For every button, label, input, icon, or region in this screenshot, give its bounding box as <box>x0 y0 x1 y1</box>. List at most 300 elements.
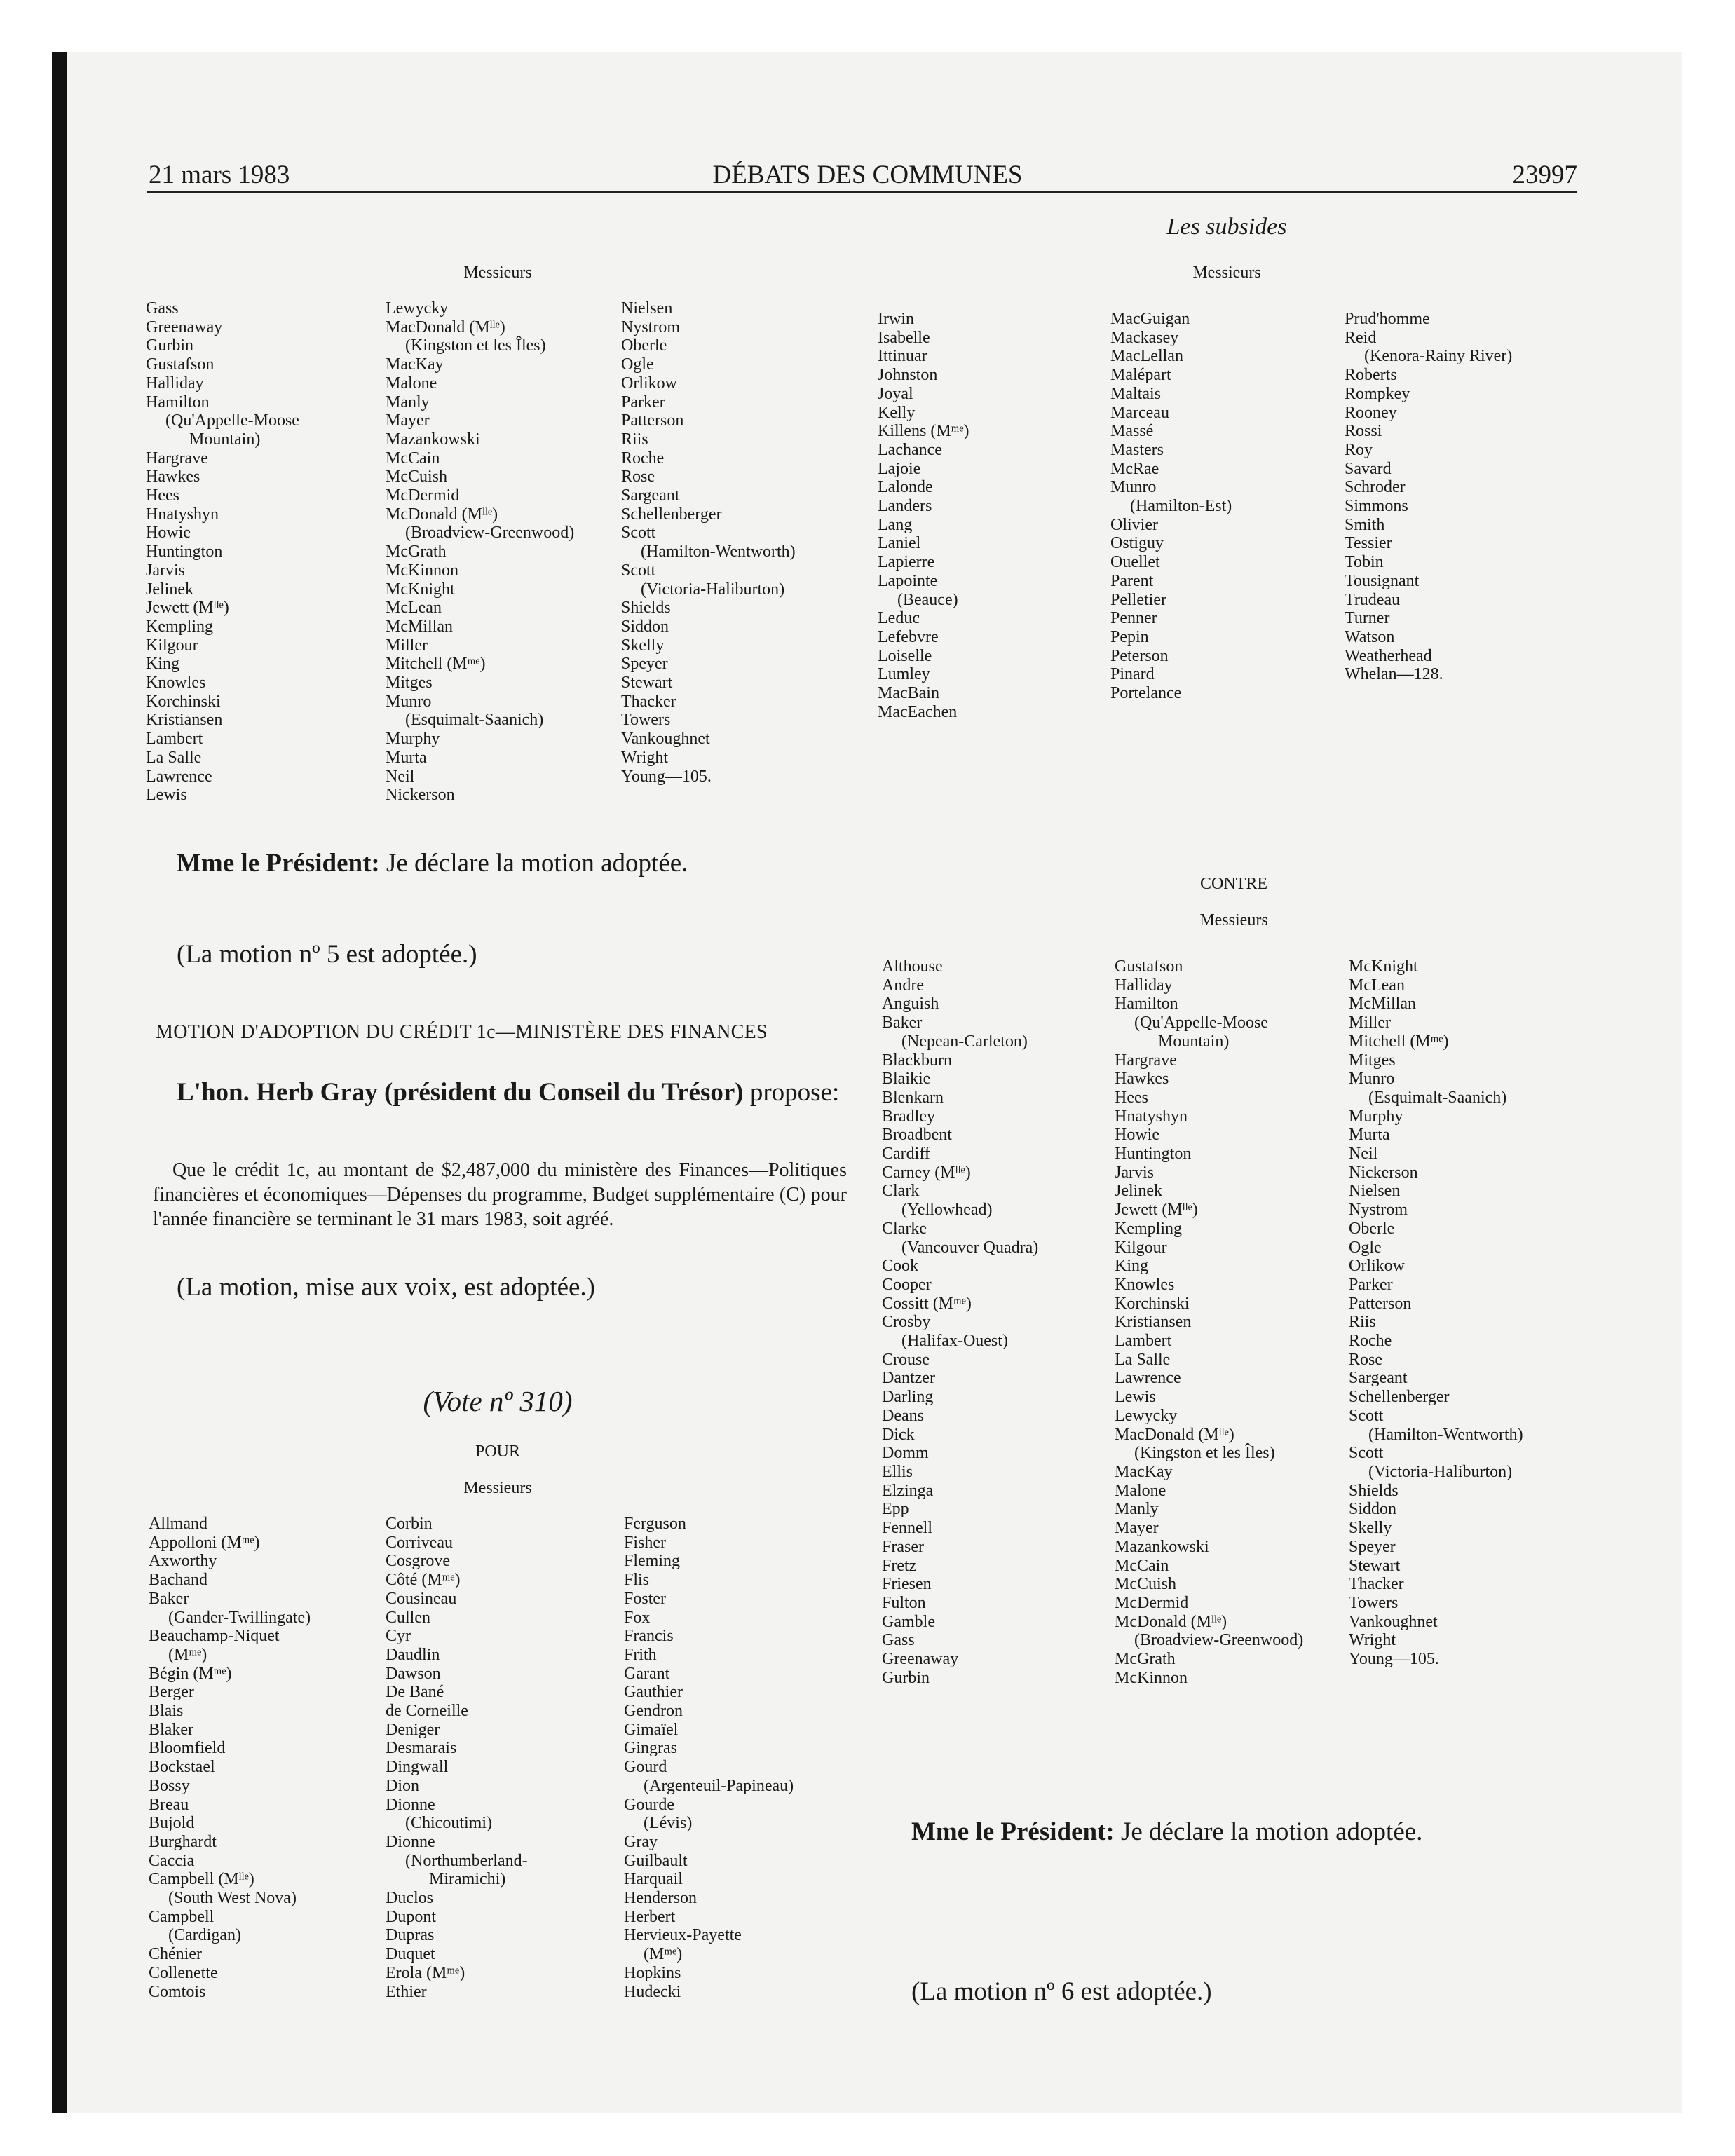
member-name: Jelinek <box>1115 1182 1162 1201</box>
member-name: Simmons <box>1345 497 1408 516</box>
member-name: Greenaway <box>146 318 223 336</box>
member-name: Irwin <box>878 310 914 328</box>
member-name: Vankoughnet <box>1349 1612 1438 1631</box>
member-name: Henderson <box>624 1889 697 1908</box>
member-name: Korchinski <box>146 692 221 711</box>
member-name: Campbell <box>149 1907 215 1926</box>
member-name: Vankoughnet <box>621 730 710 749</box>
member-name: Bloomfield <box>149 1739 226 1758</box>
member-name: MacKay <box>1115 1462 1173 1481</box>
member-name: Halliday <box>146 374 204 393</box>
member-name: Ostiguy <box>1110 534 1164 553</box>
member-name: Cullen <box>386 1608 430 1627</box>
member-name: Young—105. <box>621 767 712 786</box>
member-name: Guilbault <box>624 1851 688 1870</box>
member-name: Fretz <box>882 1556 917 1575</box>
member-name: Orlikow <box>1349 1257 1405 1276</box>
member-name: Hervieux-Payette <box>624 1926 742 1945</box>
member-name: Miller <box>386 636 428 655</box>
member-name: Nielsen <box>1349 1182 1401 1201</box>
motion-6-result: (La motion nº 6 est adoptée.) <box>911 1977 1212 2006</box>
member-name: Isabelle <box>878 328 930 347</box>
member-name: Andre <box>882 976 924 995</box>
member-name: Lumley <box>878 665 930 684</box>
member-name: MacEachen <box>878 702 958 721</box>
member-name: Hees <box>1115 1088 1148 1107</box>
proposer-line <box>177 1077 839 1107</box>
member-name: Dion <box>386 1776 419 1795</box>
speech-president-1 <box>177 848 688 878</box>
member-name: Scott <box>1349 1444 1384 1463</box>
member-name: Lambert <box>146 730 203 749</box>
riding-note: (Mᵐᵉ) <box>644 1945 683 1964</box>
member-name: Masters <box>1110 440 1164 459</box>
member-name: Gourde <box>624 1795 674 1814</box>
header-page-number: 23997 <box>1512 161 1577 189</box>
member-name: Murphy <box>386 730 440 749</box>
member-name: Nielsen <box>621 299 673 318</box>
column-top-left-3 <box>621 299 796 786</box>
member-name: Skelly <box>1349 1519 1392 1538</box>
member-name: Epp <box>882 1500 909 1519</box>
member-name: Collenette <box>149 1963 218 1982</box>
member-name: Tessier <box>1345 534 1392 553</box>
member-name: Deans <box>882 1406 924 1425</box>
riding-note: (Hamilton-Wentworth) <box>1368 1425 1523 1444</box>
speech-president-2 <box>911 1817 1422 1847</box>
speaker-name: Mme le Président: <box>911 1817 1115 1846</box>
column-pour-1 <box>149 1515 311 2001</box>
member-name: Ittinuar <box>878 347 927 366</box>
column-top-right-2 <box>1110 310 1232 703</box>
member-name: Shields <box>621 599 671 618</box>
header-rule <box>147 191 1577 193</box>
member-name: Fisher <box>624 1533 666 1552</box>
member-name: Young—105. <box>1349 1650 1439 1669</box>
member-name: McCain <box>386 449 440 468</box>
member-name: Jelinek <box>146 580 193 599</box>
riding-note: (Yellowhead) <box>901 1201 993 1220</box>
member-name: Parker <box>621 393 665 411</box>
member-name: Mayer <box>386 411 430 430</box>
member-name: Scott <box>621 524 656 543</box>
member-name: Roy <box>1345 440 1373 459</box>
member-name: Lapierre <box>878 553 935 572</box>
member-name: Hopkins <box>624 1963 681 1982</box>
member-name: Scott <box>1349 1406 1384 1425</box>
member-name: Bossy <box>149 1776 190 1795</box>
member-name: Scott <box>621 561 656 580</box>
member-name: Hudecki <box>624 1982 681 2001</box>
member-name: Garant <box>624 1664 670 1683</box>
member-name: Lewycky <box>386 299 449 318</box>
member-name: Massé <box>1110 422 1154 441</box>
member-name: Thacker <box>1349 1575 1404 1594</box>
riding-note: (Nepean-Carleton) <box>901 1032 1028 1051</box>
member-name: Peterson <box>1110 646 1169 665</box>
member-name: King <box>1115 1257 1148 1276</box>
member-name: Lambert <box>1115 1332 1172 1351</box>
member-name: Beauchamp-Niquet <box>149 1627 280 1646</box>
member-name: McDonald (Mˡˡᵉ) <box>1115 1612 1227 1631</box>
member-name: Neil <box>1349 1145 1378 1164</box>
member-name: Lang <box>878 515 913 534</box>
column-top-right-1 <box>878 310 969 721</box>
member-name: Duquet <box>386 1945 435 1964</box>
member-name: Hamilton <box>1115 995 1178 1014</box>
member-name: Gass <box>146 299 179 318</box>
member-name: Schroder <box>1345 478 1406 497</box>
riding-note: (Kingston et les Îles) <box>405 336 546 355</box>
motion-5-result: (La motion nº 5 est adoptée.) <box>177 940 477 969</box>
member-name: McKinnon <box>1115 1668 1188 1687</box>
member-name: Dantzer <box>882 1369 935 1388</box>
member-name: Baker <box>149 1589 189 1608</box>
member-name: Gurbin <box>882 1668 930 1687</box>
member-name: Miller <box>1349 1014 1391 1032</box>
member-name: Stewart <box>621 674 673 692</box>
member-name: McDermid <box>386 486 460 505</box>
header-title: DÉBATS DES COMMUNES <box>712 161 1023 189</box>
member-name: Friesen <box>882 1575 932 1594</box>
member-name: Huntington <box>1115 1145 1192 1164</box>
member-name: Cousineau <box>386 1589 457 1608</box>
pour-label: POUR <box>475 1442 521 1461</box>
member-name: Siddon <box>621 617 669 636</box>
member-name: Joyal <box>878 384 913 403</box>
column-pour-2 <box>386 1515 528 2001</box>
member-name: Olivier <box>1110 515 1158 534</box>
member-name: Crosby <box>882 1313 931 1332</box>
member-name: MacBain <box>878 684 939 703</box>
member-name: Rose <box>621 468 655 486</box>
member-name: Elzinga <box>882 1481 934 1500</box>
member-name: Burghardt <box>149 1832 217 1851</box>
member-name: McDonald (Mˡˡᵉ) <box>386 505 498 524</box>
member-name: Marceau <box>1110 403 1169 422</box>
member-name: Corbin <box>386 1515 433 1533</box>
member-name: Mitchell (Mᵐᵉ) <box>386 655 486 674</box>
vote-title: (Vote nº 310) <box>423 1385 573 1417</box>
messieurs-label: Messieurs <box>1192 264 1261 282</box>
member-name: McKnight <box>1349 957 1418 976</box>
member-name: Stewart <box>1349 1556 1401 1575</box>
member-name: Roche <box>621 449 665 468</box>
member-name: Turner <box>1345 609 1390 628</box>
member-name: Francis <box>624 1627 674 1646</box>
member-name: Killens (Mᵐᵉ) <box>878 422 969 441</box>
member-name: Hargrave <box>1115 1051 1177 1070</box>
column-contre-3 <box>1349 957 1523 1669</box>
member-name: de Corneille <box>386 1702 468 1721</box>
member-name: Duclos <box>386 1889 433 1908</box>
proposer-name: L'hon. Herb Gray (président du Conseil du Trésor) <box>177 1078 744 1107</box>
member-name: Deniger <box>386 1720 440 1739</box>
member-name: Wright <box>1349 1631 1396 1650</box>
member-name: Clark <box>882 1182 920 1201</box>
riding-note: Miramichi) <box>429 1870 506 1889</box>
member-name: Lachance <box>878 440 942 459</box>
proposer-verb: propose: <box>743 1078 840 1107</box>
member-name: Savard <box>1345 459 1392 478</box>
member-name: Ogle <box>1349 1238 1382 1257</box>
member-name: McDermid <box>1115 1593 1189 1612</box>
riding-note: (Vancouver Quadra) <box>901 1238 1039 1257</box>
member-name: Chénier <box>149 1945 202 1964</box>
member-name: Prud'homme <box>1345 310 1430 328</box>
riding-note: (Victoria-Haliburton) <box>641 580 785 599</box>
member-name: Gustafson <box>1115 957 1183 976</box>
member-name: Cyr <box>386 1627 411 1646</box>
member-name: Lalonde <box>878 478 933 497</box>
member-name: Oberle <box>621 336 667 355</box>
member-name: Kempling <box>1115 1219 1182 1238</box>
member-name: Lewis <box>146 786 187 805</box>
riding-note: (Chicoutimi) <box>405 1814 492 1833</box>
member-name: Blackburn <box>882 1051 952 1070</box>
member-name: Cook <box>882 1257 919 1276</box>
member-name: Sargeant <box>621 486 680 505</box>
riding-note: (Mᵐᵉ) <box>168 1645 207 1664</box>
member-name: Mitges <box>386 674 433 692</box>
member-name: McCuish <box>1115 1575 1177 1594</box>
member-name: Allmand <box>149 1515 207 1533</box>
member-name: Axworthy <box>149 1552 217 1571</box>
member-name: Appolloni (Mᵐᵉ) <box>149 1533 260 1552</box>
member-name: Jewett (Mˡˡᵉ) <box>146 599 229 618</box>
member-name: De Bané <box>386 1683 444 1702</box>
member-name: Loiselle <box>878 646 932 665</box>
member-name: McLean <box>386 599 442 618</box>
member-name: Halliday <box>1115 976 1173 995</box>
riding-note: (Victoria-Haliburton) <box>1368 1462 1513 1481</box>
member-name: Neil <box>386 767 415 786</box>
member-name: Ogle <box>621 355 654 374</box>
member-name: Harquail <box>624 1870 683 1889</box>
member-name: Patterson <box>621 411 684 430</box>
member-name: McMillan <box>386 617 453 636</box>
member-name: MacGuigan <box>1110 310 1190 328</box>
member-name: Dupras <box>386 1926 435 1945</box>
member-name: Malone <box>1115 1481 1166 1500</box>
member-name: Munro <box>386 692 432 711</box>
riding-note: (Cardigan) <box>168 1926 241 1945</box>
member-name: Lawrence <box>1115 1369 1181 1388</box>
member-name: Gourd <box>624 1758 667 1777</box>
member-name: Dingwall <box>386 1758 449 1777</box>
member-name: McRae <box>1110 459 1159 478</box>
member-name: Munro <box>1110 478 1157 497</box>
member-name: McCuish <box>386 468 448 486</box>
member-name: Mackasey <box>1110 328 1179 347</box>
riding-note: (Northumberland- <box>405 1851 528 1870</box>
member-name: Bachand <box>149 1571 207 1590</box>
member-name: Speyer <box>621 655 668 674</box>
member-name: Herbert <box>624 1907 676 1926</box>
speech-text: Je déclare la motion adoptée. <box>379 849 688 878</box>
column-top-left-2 <box>386 299 574 805</box>
member-name: Lawrence <box>146 767 212 786</box>
riding-note: (South West Nova) <box>168 1889 297 1908</box>
member-name: MacDonald (Mˡˡᵉ) <box>386 318 505 336</box>
member-name: Hamilton <box>146 393 210 411</box>
member-name: Blais <box>149 1702 184 1721</box>
member-name: Cardiff <box>882 1145 930 1164</box>
member-name: McLean <box>1349 976 1405 995</box>
member-name: Knowles <box>1115 1275 1175 1294</box>
member-name: Speyer <box>1349 1537 1396 1556</box>
speech-text: Je déclare la motion adoptée. <box>1114 1817 1423 1846</box>
messieurs-label: Messieurs <box>1199 911 1268 929</box>
member-name: McGrath <box>1115 1650 1176 1669</box>
member-name: Fulton <box>882 1593 926 1612</box>
member-name: Towers <box>621 711 671 730</box>
member-name: Tousignant <box>1345 571 1420 590</box>
member-name: Schellenberger <box>1349 1388 1450 1407</box>
riding-note: (Esquimalt-Saanich) <box>1368 1088 1507 1107</box>
member-name: Lewis <box>1115 1388 1156 1407</box>
member-name: Dionne <box>386 1795 435 1814</box>
member-name: Reid <box>1345 328 1377 347</box>
member-name: Pelletier <box>1110 590 1166 609</box>
riding-note: (Beauce) <box>897 590 958 609</box>
member-name: Dupont <box>386 1907 436 1926</box>
riding-note: (Lévis) <box>644 1814 693 1833</box>
member-name: Comtois <box>149 1982 206 2001</box>
contre-label: CONTRE <box>1200 875 1267 893</box>
member-name: Siddon <box>1349 1500 1397 1519</box>
member-name: Hawkes <box>146 468 200 486</box>
member-name: Dionne <box>386 1832 435 1851</box>
member-name: Althouse <box>882 957 943 976</box>
column-top-left-1 <box>146 299 299 805</box>
column-pour-3 <box>624 1515 794 2001</box>
member-name: Whelan—128. <box>1345 665 1443 684</box>
member-name: Rompkey <box>1345 384 1410 403</box>
member-name: Fraser <box>882 1537 924 1556</box>
member-name: MacKay <box>386 355 444 374</box>
member-name: Ferguson <box>624 1515 686 1533</box>
member-name: Breau <box>149 1795 189 1814</box>
member-name: Hnatyshyn <box>146 505 219 524</box>
member-name: Howie <box>1115 1126 1159 1145</box>
member-name: Ethier <box>386 1982 427 2001</box>
member-name: Greenaway <box>882 1650 959 1669</box>
member-name: Landers <box>878 497 932 516</box>
riding-note: (Hamilton-Est) <box>1130 497 1232 516</box>
member-name: Desmarais <box>386 1739 457 1758</box>
messieurs-label: Messieurs <box>463 264 532 282</box>
member-name: Riis <box>621 430 648 449</box>
member-name: Bujold <box>149 1814 195 1833</box>
member-name: Skelly <box>621 636 665 655</box>
riding-note: (Argenteuil-Papineau) <box>644 1776 794 1795</box>
member-name: Riis <box>1349 1313 1376 1332</box>
member-name: Hawkes <box>1115 1070 1169 1089</box>
member-name: Roche <box>1349 1332 1392 1351</box>
member-name: Darling <box>882 1388 934 1407</box>
column-contre-1 <box>882 957 1038 1687</box>
member-name: Mitges <box>1349 1051 1396 1070</box>
member-name: Blaikie <box>882 1070 931 1089</box>
member-name: Mitchell (Mᵐᵉ) <box>1349 1032 1449 1051</box>
member-name: Cossitt (Mᵐᵉ) <box>882 1294 972 1313</box>
member-name: Ellis <box>882 1462 913 1481</box>
member-name: Fleming <box>624 1552 681 1571</box>
member-name: Thacker <box>621 692 676 711</box>
member-name: Clarke <box>882 1219 927 1238</box>
member-name: Daudlin <box>386 1645 440 1664</box>
member-name: Lefebvre <box>878 627 939 646</box>
speaker-name: Mme le Président: <box>177 849 380 878</box>
member-name: Frith <box>624 1645 657 1664</box>
member-name: Côté (Mᵐᵉ) <box>386 1571 461 1590</box>
member-name: La Salle <box>1115 1350 1171 1369</box>
riding-note: (Qu'Appelle-Moose <box>165 411 299 430</box>
member-name: MacDonald (Mˡˡᵉ) <box>1115 1425 1234 1444</box>
member-name: Gray <box>624 1832 658 1851</box>
member-name: Erola (Mᵐᵉ) <box>386 1963 465 1982</box>
member-name: Cooper <box>882 1275 932 1294</box>
member-name: Pepin <box>1110 627 1149 646</box>
member-name: Carney (Mˡˡᵉ) <box>882 1163 971 1182</box>
member-name: Caccia <box>149 1851 195 1870</box>
member-name: Bockstael <box>149 1758 215 1777</box>
riding-note: (Esquimalt-Saanich) <box>405 711 544 730</box>
member-name: Shields <box>1349 1481 1399 1500</box>
member-name: Korchinski <box>1115 1294 1190 1313</box>
member-name: Hees <box>146 486 179 505</box>
member-name: Knowles <box>146 674 206 692</box>
member-name: Rose <box>1349 1350 1382 1369</box>
member-name: Oberle <box>1349 1219 1395 1238</box>
member-name: Maltais <box>1110 384 1161 403</box>
member-name: Penner <box>1110 609 1157 628</box>
member-name: Nystrom <box>621 318 680 336</box>
member-name: Mazankowski <box>1115 1537 1209 1556</box>
member-name: Ouellet <box>1110 553 1160 572</box>
member-name: Hnatyshyn <box>1115 1107 1188 1126</box>
member-name: Bradley <box>882 1107 935 1126</box>
member-name: Orlikow <box>621 374 677 393</box>
riding-note: (Kenora-Rainy River) <box>1364 347 1513 366</box>
member-name: Kristiansen <box>146 711 223 730</box>
member-name: Towers <box>1349 1593 1399 1612</box>
member-name: Weatherhead <box>1345 646 1432 665</box>
member-name: Johnston <box>878 366 938 385</box>
member-name: Blaker <box>149 1720 193 1739</box>
member-name: Kilgour <box>1115 1238 1167 1257</box>
member-name: Huntington <box>146 543 223 561</box>
member-name: Berger <box>149 1683 194 1702</box>
member-name: Cosgrove <box>386 1552 450 1571</box>
member-name: Gendron <box>624 1702 683 1721</box>
member-name: Kelly <box>878 403 916 422</box>
riding-note: (Gander-Twillingate) <box>168 1608 311 1627</box>
riding-note: (Kingston et les Îles) <box>1134 1444 1275 1463</box>
header-date: 21 mars 1983 <box>149 161 290 189</box>
column-top-right-3 <box>1345 310 1512 684</box>
member-name: Crouse <box>882 1350 930 1369</box>
member-name: Domm <box>882 1444 929 1463</box>
member-name: Kristiansen <box>1115 1313 1192 1332</box>
member-name: Hargrave <box>146 449 208 468</box>
member-name: McKinnon <box>386 561 458 580</box>
member-name: Nickerson <box>1349 1163 1418 1182</box>
member-name: Gamble <box>882 1612 935 1631</box>
member-name: Pinard <box>1110 665 1155 684</box>
member-name: Smith <box>1345 515 1385 534</box>
